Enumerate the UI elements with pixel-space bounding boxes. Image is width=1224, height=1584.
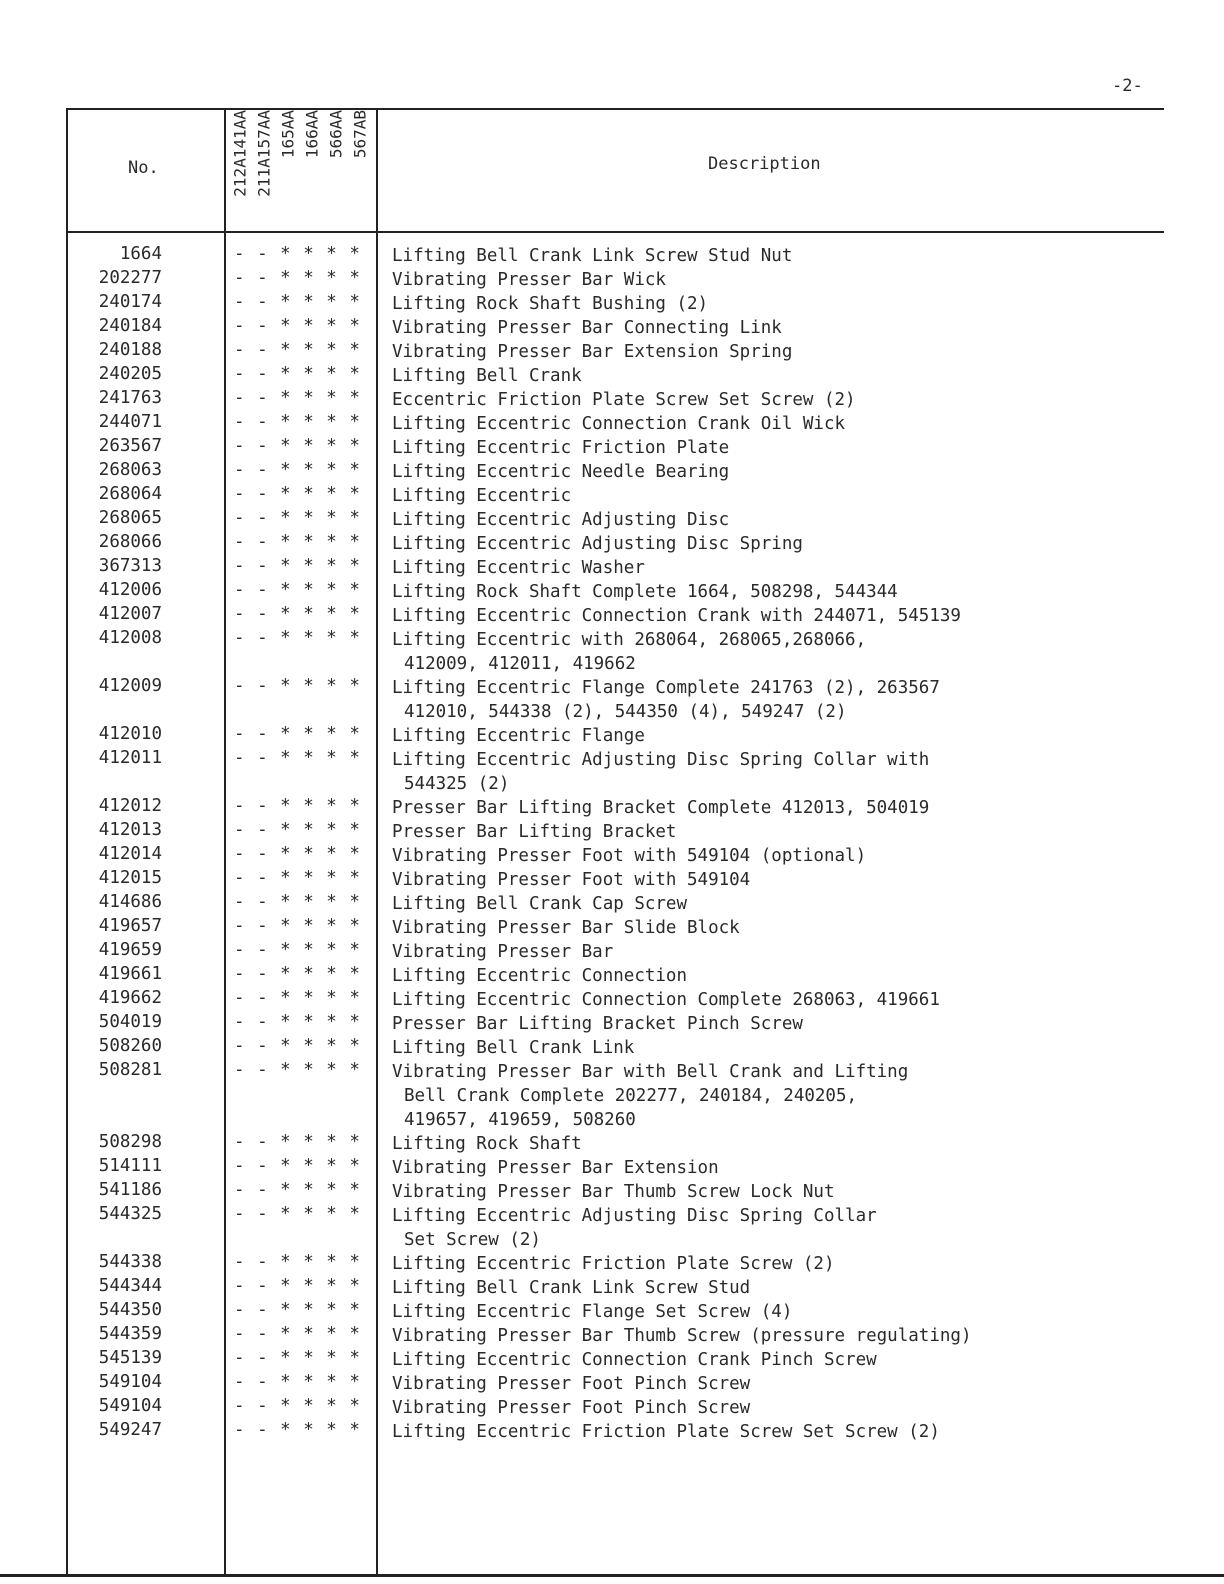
part-number: 544359 xyxy=(98,1324,162,1344)
description-line: Lifting Eccentric Needle Bearing xyxy=(392,462,730,482)
part-description xyxy=(392,676,1192,724)
part-number: 419662 xyxy=(98,988,162,1008)
model-applicability: - - * * * * xyxy=(234,580,361,600)
description-line: Vibrating Presser Bar Wick xyxy=(392,270,666,290)
table-row xyxy=(0,268,1224,292)
description-line: Lifting Eccentric Adjusting Disc Spring xyxy=(392,534,803,554)
description-line: Vibrating Presser Bar with Bell Crank and Lifting xyxy=(392,1062,909,1082)
part-number: 202277 xyxy=(98,268,162,288)
model-applicability: - - * * * * xyxy=(234,1396,361,1416)
part-number: 544350 xyxy=(98,1300,162,1320)
description-line: 412010, 544338 (2), 544350 (4), 549247 (2) xyxy=(404,702,847,722)
description-line: Lifting Bell Crank Link Screw Stud xyxy=(392,1278,751,1298)
part-description xyxy=(392,892,1192,916)
description-line: Lifting Eccentric Connection xyxy=(392,966,688,986)
model-applicability: - - * * * * xyxy=(234,292,361,312)
model-label: 566AA xyxy=(326,110,346,159)
model-applicability: - - * * * * xyxy=(234,892,361,912)
part-number: 240184 xyxy=(98,316,162,336)
description-line: Vibrating Presser Foot Pinch Screw xyxy=(392,1398,751,1418)
model-applicability: - - * * * * xyxy=(234,844,361,864)
part-description xyxy=(392,580,1192,604)
part-number: 508298 xyxy=(98,1132,162,1152)
model-applicability: - - * * * * xyxy=(234,508,361,528)
table-row xyxy=(0,676,1224,724)
model-applicability: - - * * * * xyxy=(234,268,361,288)
description-line: Vibrating Presser Bar Connecting Link xyxy=(392,318,782,338)
table-row xyxy=(0,460,1224,484)
model-label: 212A141AA xyxy=(230,110,250,197)
model-applicability: - - * * * * xyxy=(234,1276,361,1296)
part-description xyxy=(392,412,1192,436)
table-row xyxy=(0,1348,1224,1372)
part-description xyxy=(392,268,1192,292)
part-description xyxy=(392,460,1192,484)
part-number: 545139 xyxy=(98,1348,162,1368)
model-applicability: - - * * * * xyxy=(234,388,361,408)
table-row xyxy=(0,844,1224,868)
table-row xyxy=(0,1324,1224,1348)
table-row xyxy=(0,628,1224,676)
description-line: Vibrating Presser Foot with 549104 xyxy=(392,870,751,890)
part-number: 268063 xyxy=(98,460,162,480)
page-bottom-rule xyxy=(0,1574,1224,1577)
description-line: Lifting Eccentric Connection Complete 268063, 419661 xyxy=(392,990,940,1010)
model-header xyxy=(324,110,348,228)
part-description xyxy=(392,532,1192,556)
part-description xyxy=(392,1324,1192,1348)
description-line: Lifting Bell Crank Cap Screw xyxy=(392,894,688,914)
model-applicability: - - * * * * xyxy=(234,628,361,648)
description-line: Lifting Eccentric Adjusting Disc Spring Collar xyxy=(392,1206,877,1226)
table-row xyxy=(0,532,1224,556)
table-row xyxy=(0,1276,1224,1300)
part-number: 244071 xyxy=(98,412,162,432)
description-line: Vibrating Presser Bar Extension xyxy=(392,1158,719,1178)
part-description xyxy=(392,1132,1192,1156)
part-description xyxy=(392,1420,1192,1444)
description-line: Lifting Eccentric with 268064, 268065,268066, xyxy=(392,630,867,650)
model-applicability: - - * * * * xyxy=(234,364,361,384)
table-row xyxy=(0,1036,1224,1060)
part-description xyxy=(392,1012,1192,1036)
part-number: 1664 xyxy=(119,244,162,264)
description-line: Lifting Eccentric xyxy=(392,486,572,506)
part-description xyxy=(392,628,1192,676)
model-applicability: - - * * * * xyxy=(234,1012,361,1032)
parts-table-body xyxy=(0,244,1224,1444)
part-number: 412008 xyxy=(98,628,162,648)
header-bottom-rule xyxy=(66,231,1164,233)
part-description xyxy=(392,988,1192,1012)
part-number: 412014 xyxy=(98,844,162,864)
part-description xyxy=(392,748,1192,796)
part-description xyxy=(392,556,1192,580)
table-row xyxy=(0,1012,1224,1036)
model-applicability: - - * * * * xyxy=(234,316,361,336)
part-description xyxy=(392,1180,1192,1204)
model-applicability: - - * * * * xyxy=(234,1324,361,1344)
description-line: Lifting Eccentric Flange xyxy=(392,726,645,746)
model-applicability: - - * * * * xyxy=(234,916,361,936)
table-row xyxy=(0,1180,1224,1204)
model-applicability: - - * * * * xyxy=(234,940,361,960)
part-description xyxy=(392,1204,1192,1252)
part-description xyxy=(392,964,1192,988)
table-row xyxy=(0,940,1224,964)
part-number: 514111 xyxy=(98,1156,162,1176)
description-line: Lifting Eccentric Friction Plate Screw (2) xyxy=(392,1254,835,1274)
model-applicability: - - * * * * xyxy=(234,1348,361,1368)
part-number: 419659 xyxy=(98,940,162,960)
model-applicability: - - * * * * xyxy=(234,1156,361,1176)
description-line: Lifting Eccentric Friction Plate Screw Set Screw (2) xyxy=(392,1422,940,1442)
part-number: 419657 xyxy=(98,916,162,936)
header-description: Description xyxy=(708,154,821,174)
part-description xyxy=(392,1060,1192,1132)
table-row xyxy=(0,1396,1224,1420)
table-row xyxy=(0,1372,1224,1396)
description-line: Eccentric Friction Plate Screw Set Screw (2) xyxy=(392,390,856,410)
table-row xyxy=(0,1300,1224,1324)
model-applicability: - - * * * * xyxy=(234,964,361,984)
table-row xyxy=(0,1060,1224,1132)
part-number: 263567 xyxy=(98,436,162,456)
part-description xyxy=(392,316,1192,340)
model-header xyxy=(228,110,252,228)
model-header xyxy=(348,110,372,228)
model-applicability: - - * * * * xyxy=(234,484,361,504)
description-line: Lifting Eccentric Flange Complete 241763 (2), 263567 xyxy=(392,678,940,698)
model-applicability: - - * * * * xyxy=(234,340,361,360)
model-applicability: - - * * * * xyxy=(234,1204,361,1224)
model-applicability: - - * * * * xyxy=(234,532,361,552)
part-description xyxy=(392,1300,1192,1324)
table-row xyxy=(0,580,1224,604)
description-line: Lifting Eccentric Friction Plate xyxy=(392,438,730,458)
part-number: 414686 xyxy=(98,892,162,912)
description-line: Bell Crank Complete 202277, 240184, 240205, xyxy=(404,1086,858,1106)
part-description xyxy=(392,1156,1192,1180)
part-description xyxy=(392,1396,1192,1420)
description-line: Vibrating Presser Bar Thumb Screw Lock Nut xyxy=(392,1182,835,1202)
part-number: 412010 xyxy=(98,724,162,744)
model-applicability: - - * * * * xyxy=(234,1060,361,1080)
part-number: 504019 xyxy=(98,1012,162,1032)
description-line: Vibrating Presser Foot with 549104 (optional) xyxy=(392,846,867,866)
part-description xyxy=(392,868,1192,892)
model-applicability: - - * * * * xyxy=(234,676,361,696)
description-line: Vibrating Presser Bar xyxy=(392,942,614,962)
table-row xyxy=(0,1132,1224,1156)
table-row xyxy=(0,556,1224,580)
table-row xyxy=(0,748,1224,796)
part-description xyxy=(392,388,1192,412)
table-row xyxy=(0,340,1224,364)
table-row xyxy=(0,388,1224,412)
part-description xyxy=(392,292,1192,316)
part-number: 268066 xyxy=(98,532,162,552)
description-line: 412009, 412011, 419662 xyxy=(404,654,636,674)
model-applicability: - - * * * * xyxy=(234,1372,361,1392)
part-description xyxy=(392,796,1192,820)
description-line: Lifting Eccentric Adjusting Disc xyxy=(392,510,730,530)
model-applicability: - - * * * * xyxy=(234,556,361,576)
description-line: Lifting Rock Shaft Bushing (2) xyxy=(392,294,709,314)
part-number: 412007 xyxy=(98,604,162,624)
description-line: Vibrating Presser Bar Extension Spring xyxy=(392,342,793,362)
part-number: 367313 xyxy=(98,556,162,576)
description-line: Lifting Rock Shaft xyxy=(392,1134,582,1154)
description-line: Lifting Bell Crank xyxy=(392,366,582,386)
model-applicability: - - * * * * xyxy=(234,1300,361,1320)
part-description xyxy=(392,1348,1192,1372)
description-line: 419657, 419659, 508260 xyxy=(404,1110,636,1130)
table-row xyxy=(0,364,1224,388)
model-applicability: - - * * * * xyxy=(234,460,361,480)
table-row xyxy=(0,484,1224,508)
part-description xyxy=(392,340,1192,364)
model-headers xyxy=(228,110,374,228)
model-label: 166AA xyxy=(302,110,322,159)
model-header xyxy=(252,110,276,228)
part-number: 549247 xyxy=(98,1420,162,1440)
table-row xyxy=(0,508,1224,532)
part-number: 268064 xyxy=(98,484,162,504)
description-line: Vibrating Presser Bar Slide Block xyxy=(392,918,740,938)
table-row xyxy=(0,988,1224,1012)
part-description xyxy=(392,724,1192,748)
part-number: 541186 xyxy=(98,1180,162,1200)
part-number: 412015 xyxy=(98,868,162,888)
table-row xyxy=(0,292,1224,316)
part-number: 412006 xyxy=(98,580,162,600)
part-number: 412012 xyxy=(98,796,162,816)
table-row xyxy=(0,1156,1224,1180)
table-row xyxy=(0,1420,1224,1444)
description-line: Lifting Eccentric Connection Crank Oil Wick xyxy=(392,414,846,434)
description-line: Lifting Bell Crank Link Screw Stud Nut xyxy=(392,246,793,266)
part-description xyxy=(392,1372,1192,1396)
table-row xyxy=(0,1252,1224,1276)
part-number: 544338 xyxy=(98,1252,162,1272)
table-row xyxy=(0,892,1224,916)
table-row xyxy=(0,244,1224,268)
part-description xyxy=(392,604,1192,628)
part-description xyxy=(392,364,1192,388)
model-header xyxy=(300,110,324,228)
part-description xyxy=(392,508,1192,532)
part-number: 241763 xyxy=(98,388,162,408)
model-applicability: - - * * * * xyxy=(234,868,361,888)
description-line: Lifting Eccentric Connection Crank Pinch Screw xyxy=(392,1350,877,1370)
page-number: -2- xyxy=(1112,76,1143,96)
table-row xyxy=(0,820,1224,844)
model-applicability: - - * * * * xyxy=(234,1252,361,1272)
model-applicability: - - * * * * xyxy=(234,796,361,816)
model-header xyxy=(276,110,300,228)
description-line: Lifting Eccentric Washer xyxy=(392,558,645,578)
table-row xyxy=(0,796,1224,820)
description-line: Vibrating Presser Foot Pinch Screw xyxy=(392,1374,751,1394)
table-row xyxy=(0,916,1224,940)
model-applicability: - - * * * * xyxy=(234,724,361,744)
table-row xyxy=(0,412,1224,436)
model-applicability: - - * * * * xyxy=(234,988,361,1008)
description-line: Lifting Bell Crank Link xyxy=(392,1038,635,1058)
part-description xyxy=(392,844,1192,868)
model-applicability: - - * * * * xyxy=(234,748,361,768)
part-number: 549104 xyxy=(98,1372,162,1392)
description-line: Presser Bar Lifting Bracket Pinch Screw xyxy=(392,1014,803,1034)
part-number: 508281 xyxy=(98,1060,162,1080)
part-description xyxy=(392,1252,1192,1276)
part-number: 508260 xyxy=(98,1036,162,1056)
description-line: Lifting Eccentric Connection Crank with 244071, 545139 xyxy=(392,606,961,626)
model-applicability: - - * * * * xyxy=(234,1132,361,1152)
model-label: 567AB xyxy=(350,110,370,159)
description-line: Lifting Eccentric Adjusting Disc Spring Collar with xyxy=(392,750,930,770)
part-number: 544325 xyxy=(98,1204,162,1224)
table-row xyxy=(0,724,1224,748)
part-number: 412011 xyxy=(98,748,162,768)
model-applicability: - - * * * * xyxy=(234,412,361,432)
description-line: Lifting Eccentric Flange Set Screw (4) xyxy=(392,1302,793,1322)
description-line: Vibrating Presser Bar Thumb Screw (pressure regulating) xyxy=(392,1326,972,1346)
description-line: Presser Bar Lifting Bracket Complete 412013, 504019 xyxy=(392,798,930,818)
part-number: 419661 xyxy=(98,964,162,984)
part-description xyxy=(392,820,1192,844)
part-description xyxy=(392,916,1192,940)
part-number: 240205 xyxy=(98,364,162,384)
part-description xyxy=(392,1036,1192,1060)
description-line: Presser Bar Lifting Bracket xyxy=(392,822,677,842)
table-row xyxy=(0,316,1224,340)
description-line: 544325 (2) xyxy=(404,774,510,794)
part-number: 412013 xyxy=(98,820,162,840)
model-applicability: - - * * * * xyxy=(234,436,361,456)
part-number: 412009 xyxy=(98,676,162,696)
part-number: 544344 xyxy=(98,1276,162,1296)
part-number: 549104 xyxy=(98,1396,162,1416)
description-line: Lifting Rock Shaft Complete 1664, 508298, 544344 xyxy=(392,582,898,602)
part-description xyxy=(392,484,1192,508)
model-applicability: - - * * * * xyxy=(234,1180,361,1200)
part-description xyxy=(392,436,1192,460)
part-number: 240174 xyxy=(98,292,162,312)
model-applicability: - - * * * * xyxy=(234,1420,361,1440)
part-number: 240188 xyxy=(98,340,162,360)
model-applicability: - - * * * * xyxy=(234,604,361,624)
table-row xyxy=(0,868,1224,892)
part-description xyxy=(392,244,1192,268)
table-row xyxy=(0,964,1224,988)
model-label: 211A157AA xyxy=(254,110,274,197)
part-number: 268065 xyxy=(98,508,162,528)
description-line: Set Screw (2) xyxy=(404,1230,541,1250)
table-row xyxy=(0,1204,1224,1252)
part-description xyxy=(392,940,1192,964)
table-row xyxy=(0,604,1224,628)
model-label: 165AA xyxy=(278,110,298,159)
model-applicability: - - * * * * xyxy=(234,820,361,840)
model-applicability: - - * * * * xyxy=(234,1036,361,1056)
table-row xyxy=(0,436,1224,460)
header-no: No. xyxy=(128,158,159,178)
part-description xyxy=(392,1276,1192,1300)
model-applicability: - - * * * * xyxy=(234,244,361,264)
